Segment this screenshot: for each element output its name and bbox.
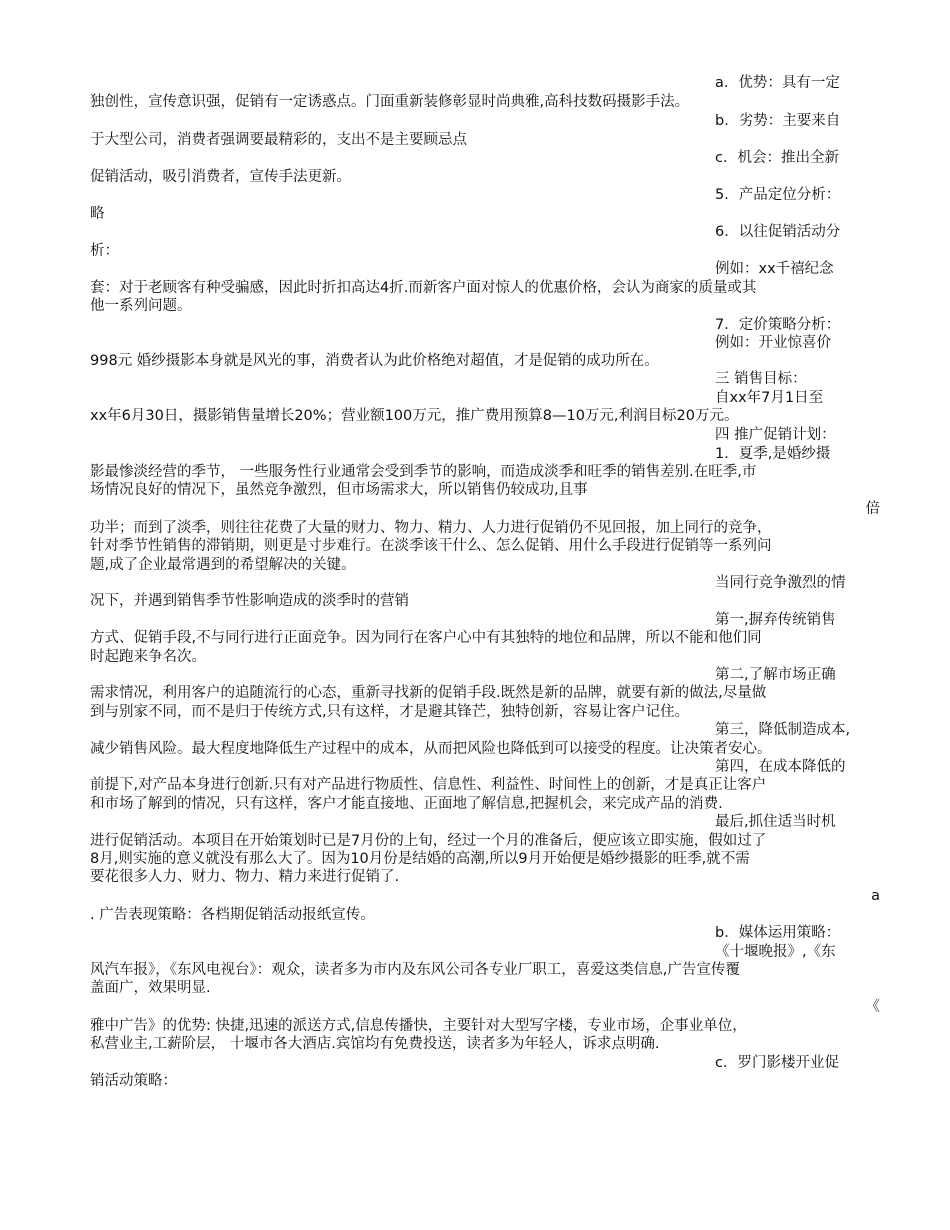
text-line: 例如：xx千禧纪念 xyxy=(715,261,834,277)
text-line: . 广告表现策略：各档期促销活动报纸宣传。 xyxy=(90,907,375,923)
text-line: 第二,了解市场正确 xyxy=(715,667,836,683)
text-line: 四 推广促销计划： xyxy=(715,427,836,443)
text-line: 7．定价策略分析： xyxy=(715,317,841,333)
text-line: 998元 婚纱摄影本身就是风光的事，消费者认为此价格绝对超值，才是促销的成功所在。 xyxy=(90,353,659,369)
text-line: 和市场了解到的情况，只有这样，客户才能直接地、正面地了解信息,把握机会，来完成产品的消费. xyxy=(90,796,723,812)
text-line: a．优势：具有一定 xyxy=(715,75,840,91)
text-line: b．媒体运用策略： xyxy=(715,925,841,941)
text-line: c．机会：推出全新 xyxy=(715,150,839,166)
text-line: 6．以往促销活动分 xyxy=(715,224,841,240)
text-line: 自xx年7月1日至 xyxy=(715,390,824,406)
text-line: b．劣势：主要来自 xyxy=(715,113,841,129)
text-line: 况下，并遇到销售季节性影响造成的淡季时的营销 xyxy=(90,593,409,609)
text-line: 促销活动，吸引消费者，宣传手法更新。 xyxy=(90,169,351,185)
text-line: 销活动策略： xyxy=(90,1073,177,1089)
text-line: 套：对于老顾客有种受骗感，因此时折扣高达4折.而新客户面对惊人的优惠价格，会认为商家的质量或其 xyxy=(90,280,757,296)
text-line: 《 xyxy=(865,999,880,1015)
text-line: 他一系列问题。 xyxy=(90,298,192,314)
text-line: 第四，在成本降低的 xyxy=(715,759,846,775)
text-line: 针对季节性销售的滞销期，则更是寸步难行。在淡季该干什么、怎么促销、用什么手段进行促销等一系列问 xyxy=(90,538,772,554)
text-line: 私营业主,工薪阶层， 十堰市各大酒店.宾馆均有免费投送，读者多为年轻人，诉求点明确. xyxy=(90,1036,660,1052)
text-line: c．罗门影楼开业促 xyxy=(715,1055,839,1071)
text-line: 5．产品定位分析： xyxy=(715,187,841,203)
text-line: 风汽车报》，《东风电视台》：观众，读者多为市内及东风公司各专业厂职工，喜爱这类信息,广告宣传覆 xyxy=(90,962,740,978)
text-line: 独创性，宣传意识强，促销有一定诱惑点。门面重新装修彰显时尚典雅,高科技数码摄影手法。 xyxy=(90,94,690,110)
text-line: 方式、促销手段,不与同行进行正面竞争。因为同行在客户心中有其独特的地位和品牌，所以不能和他们同 xyxy=(90,630,762,646)
text-line: 倍 xyxy=(865,501,880,517)
text-line: 雅中广告》的优势: 快捷,迅速的派送方式,信息传播快，主要针对大型写字楼，专业市场，企事业单位， xyxy=(90,1018,747,1034)
text-line: 减少销售风险。最大程度地降低生产过程中的成本，从而把风险也降低到可以接受的程度。让决策者安心。 xyxy=(90,741,772,757)
text-line: 当同行竞争激烈的情 xyxy=(715,575,846,591)
text-line: 析： xyxy=(90,243,119,259)
text-line: 最后,抓住适当时机 xyxy=(715,814,836,830)
text-line: 于大型公司，消费者强调要最精彩的，支出不是主要顾忌点 xyxy=(90,132,467,148)
text-line: 题,成了企业最常遇到的希望解决的关键。 xyxy=(90,557,356,573)
text-line: xx年6月30日，摄影销售量增长20%；营业额100万元，推广费用预算8—10万元,利润目标20万元。 xyxy=(90,408,739,424)
text-line: 例如：开业惊喜价 xyxy=(715,335,831,351)
text-line: 场情况良好的情况下，虽然竞争激烈，但市场需求大，所以销售仍较成功,且事 xyxy=(90,482,588,498)
text-line: 三 销售目标： xyxy=(715,371,807,387)
text-line: 略 xyxy=(90,206,105,222)
text-line: a xyxy=(871,888,880,904)
text-line: 第一,摒弃传统销售 xyxy=(715,612,836,628)
text-line: 时起跑来争名次。 xyxy=(90,649,206,665)
text-line: 需求情况，利用客户的追随流行的心态，重新寻找新的促销手段.既然是新的品牌，就要有新的做法,尽量做 xyxy=(90,685,767,701)
text-line: 进行促销活动。本项目在开始策划时已是7月份的上旬，经过一个月的准备后，便应该立即实施，假如过了 xyxy=(90,833,767,849)
text-line: 影最惨淡经营的季节， 一些服务性行业通常会受到季节的影响，而造成淡季和旺季的销售差别.在旺季,市 xyxy=(90,464,757,480)
text-line: 第三，降低制造成本, xyxy=(715,722,851,738)
text-line: 要花很多人力、财力、物力、精力来进行促销了. xyxy=(90,869,400,885)
text-line: 8月,则实施的意义就没有那么大了。因为10月份是结婚的高潮,所以9月开始便是婚纱摄影的旺季,就不需 xyxy=(90,851,750,867)
text-line: 1．夏季,是婚纱摄 xyxy=(715,446,831,462)
text-line: 盖面广，效果明显. xyxy=(90,980,211,996)
text-line: 《十堰晚报》,《东 xyxy=(715,944,836,960)
text-line: 功半；而到了淡季，则往往花费了大量的财力、物力、精力、人力进行促销仍不见回报，加上同行的竞争， xyxy=(90,520,772,536)
text-line: 前提下,对产品本身进行创新.只有对产品进行物质性、信息性、利益性、时间性上的创新，才是真正让客户 xyxy=(90,777,767,793)
text-line: 到与别家不同，而不是归于传统方式,只有这样，才是避其锋芒，独特创新，容易让客户记住。 xyxy=(90,704,690,720)
